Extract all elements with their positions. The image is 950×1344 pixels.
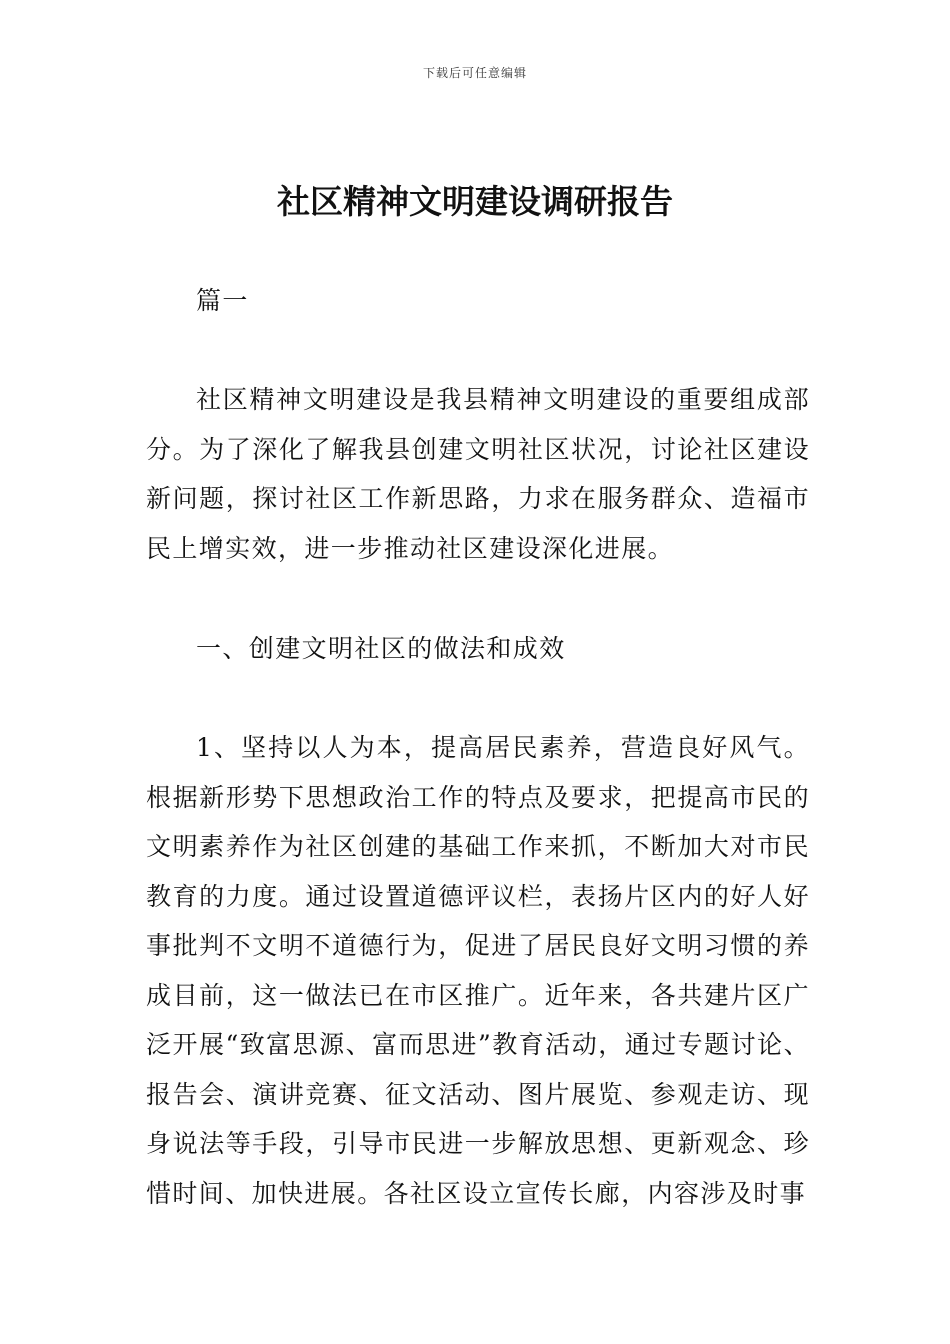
page-header-note: 下载后可任意编辑 bbox=[422, 66, 527, 80]
section-label: 篇一 bbox=[196, 286, 249, 315]
intro-paragraph: 社区精神文明建设是我县精神文明建设的重要组成部分。为了深化了解我县创建文明社区状况，讨论社区建设新问题，探讨社区工作新思路，力求在服务群众、造福市民上增实效，进一步推动社区建设深化进展。 bbox=[146, 385, 810, 563]
section-heading: 一、创建文明社区的做法和成效 bbox=[196, 634, 566, 663]
body-paragraph: 1、坚持以人为本，提高居民素养，营造良好风气。根据新形势下思想政治工作的特点及要求，把提高市民的文明素养作为社区创建的基础工作来抓，不断加大对市民教育的力度。通过设置道德评议栏，表扬片区内的好人好事批判不文明不道德行为，促进了居民良好文明习惯的养成目前，这一做法已在市区推广。近年来，各共建片区广泛开展“致富思源、富而思进”教育活动，通过专题讨论、报告会、演讲竞赛、征文活动、图片展览、参观走访、现身说法等手段，引导市民进一步解放思想、更新观念、珍惜时间、加快进展。各社区设立宣传长廊，内容涉及时事 bbox=[146, 733, 810, 1208]
document-title: 社区精神文明建设调研报告 bbox=[277, 182, 673, 221]
